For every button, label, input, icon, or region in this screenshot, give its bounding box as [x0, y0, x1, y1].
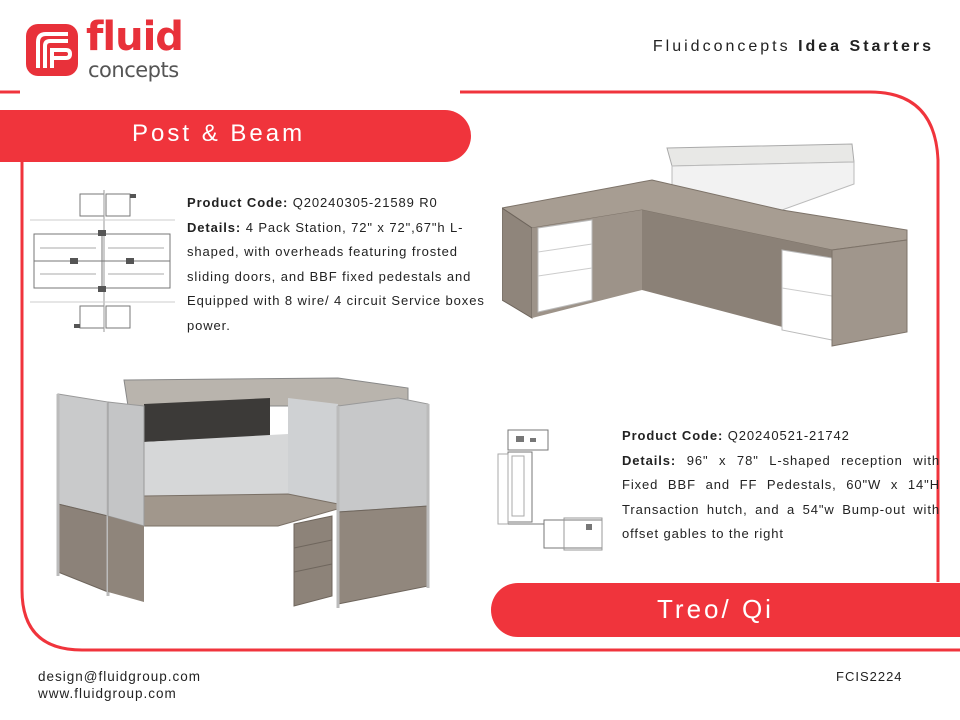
footer-contact	[38, 668, 201, 702]
product-code-value: Q20240521-21742	[727, 428, 850, 443]
fluid-concepts-logo	[24, 14, 184, 82]
footer-email[interactable]: design@fluidgroup.com	[38, 669, 202, 684]
details-label: Details:	[187, 219, 242, 235]
details-text: 96" x 78" L-shaped reception with Fixed BBF and FF Pedestals, 60"W x 14"H Transaction hutch, and a 54"w Bump-out with offset gables to the right	[622, 452, 940, 541]
product-code-label: Product Code:	[622, 428, 724, 443]
section-banner-label: Treo/ Qi	[657, 594, 774, 624]
fluid-logo-icon	[24, 22, 80, 78]
section-banner-label: Post & Beam	[132, 120, 306, 147]
details-label: Details:	[622, 452, 677, 468]
reception-desk-image	[502, 140, 912, 360]
page-title	[653, 38, 934, 56]
section-banner-post-beam	[0, 110, 471, 162]
document-code: FCIS2224	[836, 669, 903, 684]
details-text: 4 Pack Station, 72" x 72",67"h L-shaped, with overheads featuring frosted sliding doors, and BBF fixed pedestals and Equipped with 8 wire/ 4 circuit Service boxes power.	[187, 219, 485, 333]
floorplan-reception-icon	[494, 424, 606, 552]
page-title-bold: Idea Starters	[798, 38, 934, 55]
logo-wordmark-concepts: concepts	[88, 58, 179, 82]
page-title-light: Fluidconcepts	[652, 38, 799, 55]
floorplan-cluster-icon	[30, 190, 175, 332]
product-description-treo-qi	[622, 424, 940, 547]
product-code-value: Q20240305-21589 R0	[292, 195, 438, 210]
logo-wordmark-fluid: fluid	[86, 14, 183, 60]
product-code-label: Product Code:	[187, 195, 289, 210]
post-beam-workstation-image	[48, 376, 434, 622]
product-description-post-beam	[187, 191, 487, 338]
section-banner-treo-qi	[491, 583, 960, 637]
footer-website[interactable]: www.fluidgroup.com	[38, 686, 177, 701]
